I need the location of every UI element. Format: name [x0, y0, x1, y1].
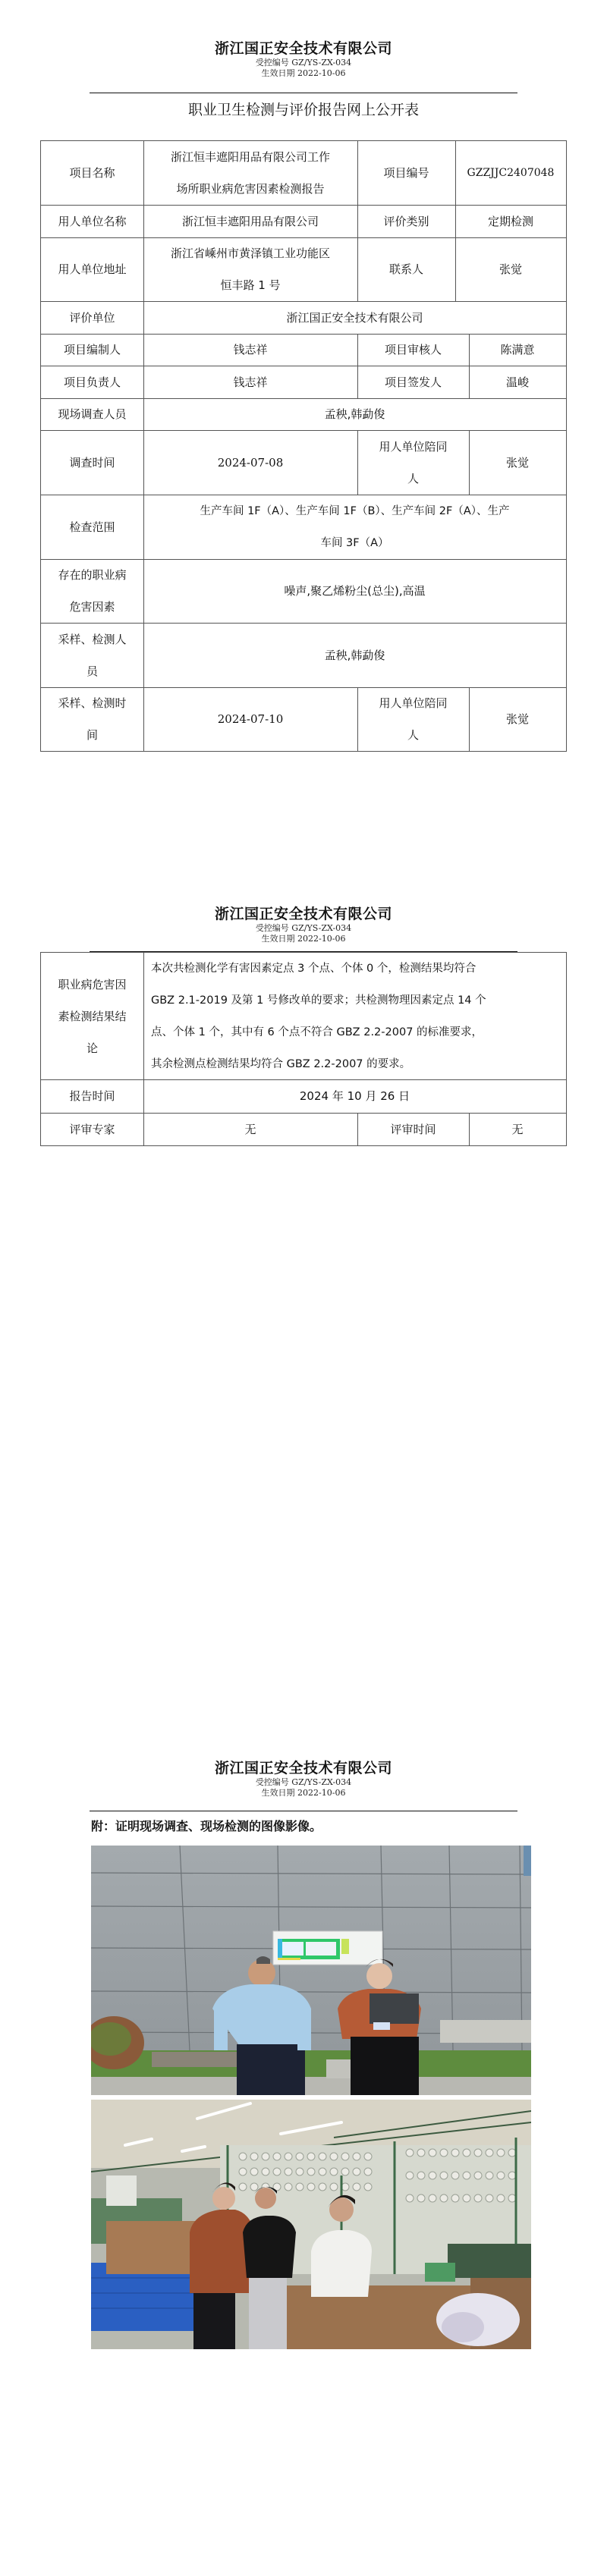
sampling-time-value: 2024-07-10: [143, 687, 358, 752]
project-no-value: GZZJJC2407048: [455, 141, 567, 206]
review-time-label: 评审时间: [357, 1113, 470, 1146]
employer-name-label: 用人单位名称: [41, 205, 144, 238]
sampling-staff-value: 孟秧,韩勐俊: [143, 623, 567, 688]
review-expert-value: 无: [143, 1113, 358, 1146]
survey-staff-label: 现场调查人员: [41, 398, 144, 431]
issuer-label: 项目签发人: [357, 366, 470, 399]
employer-address-value: 浙江省嵊州市黄泽镇工业功能区 恒丰路 1 号: [143, 237, 358, 302]
page3-header: [0, 1759, 607, 1798]
project-name-label: 项目名称: [41, 141, 144, 206]
company-name: 浙江国正安全技术有限公司: [214, 1760, 392, 1776]
escort2-value: 张觉: [469, 687, 567, 752]
control-number: 受控编号 GZ/YS-ZX-034: [255, 1777, 352, 1787]
page2-header: [0, 905, 607, 944]
appendix-caption: 附：证明现场调查、现场检测的图像影像。: [91, 1819, 322, 1833]
eval-type-label: 评价类别: [357, 205, 456, 238]
compiler-value: 钱志祥: [143, 334, 358, 366]
escort-label: 用人单位陪同 人: [357, 430, 470, 495]
eval-unit-value: 浙江国正安全技术有限公司: [143, 301, 567, 335]
conclusion-value: 本次共检测化学有害因素定点 3 个点、个体 0 个，检测结果均符合 GBZ 2.1-2019 及第 1 号修改单的要求；共检测物理因素定点 14 个 点、个体 1 个，其中有 6 个点不符合 GBZ 2.2-2007 的标准要求， 其余检测点检测结果均符合 GBZ 2.2-2007 的要求。: [143, 953, 567, 1080]
page1-header: [0, 39, 607, 79]
site-survey-photo: [91, 1846, 531, 2095]
reviewer-value: 陈满意: [469, 334, 567, 366]
issuer-value: 温峻: [469, 366, 567, 399]
leader-value: 钱志祥: [143, 366, 358, 399]
report-time-value: 2024 年 10 月 26 日: [143, 1079, 567, 1114]
contact-label: 联系人: [357, 237, 456, 302]
scope-label: 检查范围: [41, 495, 144, 560]
document-title: 职业卫生检测与评价报告网上公开表: [187, 102, 419, 118]
employer-name-value: 浙江恒丰遮阳用品有限公司: [143, 205, 358, 238]
project-no-label: 项目编号: [357, 141, 456, 206]
escort2-label: 用人单位陪同 人: [357, 687, 470, 752]
survey-staff-value: 孟秧,韩勐俊: [143, 398, 567, 431]
company-name: 浙江国正安全技术有限公司: [214, 906, 392, 922]
eval-unit-label: 评价单位: [41, 301, 144, 335]
control-number: 受控编号 GZ/YS-ZX-034: [255, 923, 352, 933]
effective-date: 生效日期 2022-10-06: [261, 934, 346, 944]
effective-date: 生效日期 2022-10-06: [261, 1788, 346, 1798]
hazards-label: 存在的职业病 危害因素: [41, 559, 144, 624]
scope-value: 生产车间 1F（A）、生产车间 1F（B）、生产车间 2F（A）、生产 车间 3F（A）: [143, 495, 567, 560]
control-number: 受控编号 GZ/YS-ZX-034: [255, 58, 352, 68]
escort-value: 张觉: [469, 430, 567, 495]
review-expert-label: 评审专家: [41, 1113, 144, 1146]
leader-label: 项目负责人: [41, 366, 144, 399]
eval-type-value: 定期检测: [455, 205, 567, 238]
sampling-staff-label: 采样、检测人 员: [41, 623, 144, 688]
survey-time-value: 2024-07-08: [143, 430, 358, 495]
hazards-value: 噪声,聚乙烯粉尘(总尘),高温: [143, 559, 567, 624]
conclusion-label: 职业病危害因 素检测结果结 论: [41, 953, 144, 1080]
effective-date: 生效日期 2022-10-06: [261, 68, 346, 78]
site-inspection-photo: [91, 2100, 531, 2349]
sampling-time-label: 采样、检测时 间: [41, 687, 144, 752]
project-name-value: 浙江恒丰遮阳用品有限公司工作 场所职业病危害因素检测报告: [143, 141, 358, 206]
company-name: 浙江国正安全技术有限公司: [214, 40, 392, 57]
employer-address-label: 用人单位地址: [41, 237, 144, 302]
reviewer-label: 项目审核人: [357, 334, 470, 366]
report-time-label: 报告时间: [41, 1079, 144, 1114]
review-time-value: 无: [469, 1113, 567, 1146]
survey-time-label: 调查时间: [41, 430, 144, 495]
contact-value: 张觉: [455, 237, 567, 302]
compiler-label: 项目编制人: [41, 334, 144, 366]
